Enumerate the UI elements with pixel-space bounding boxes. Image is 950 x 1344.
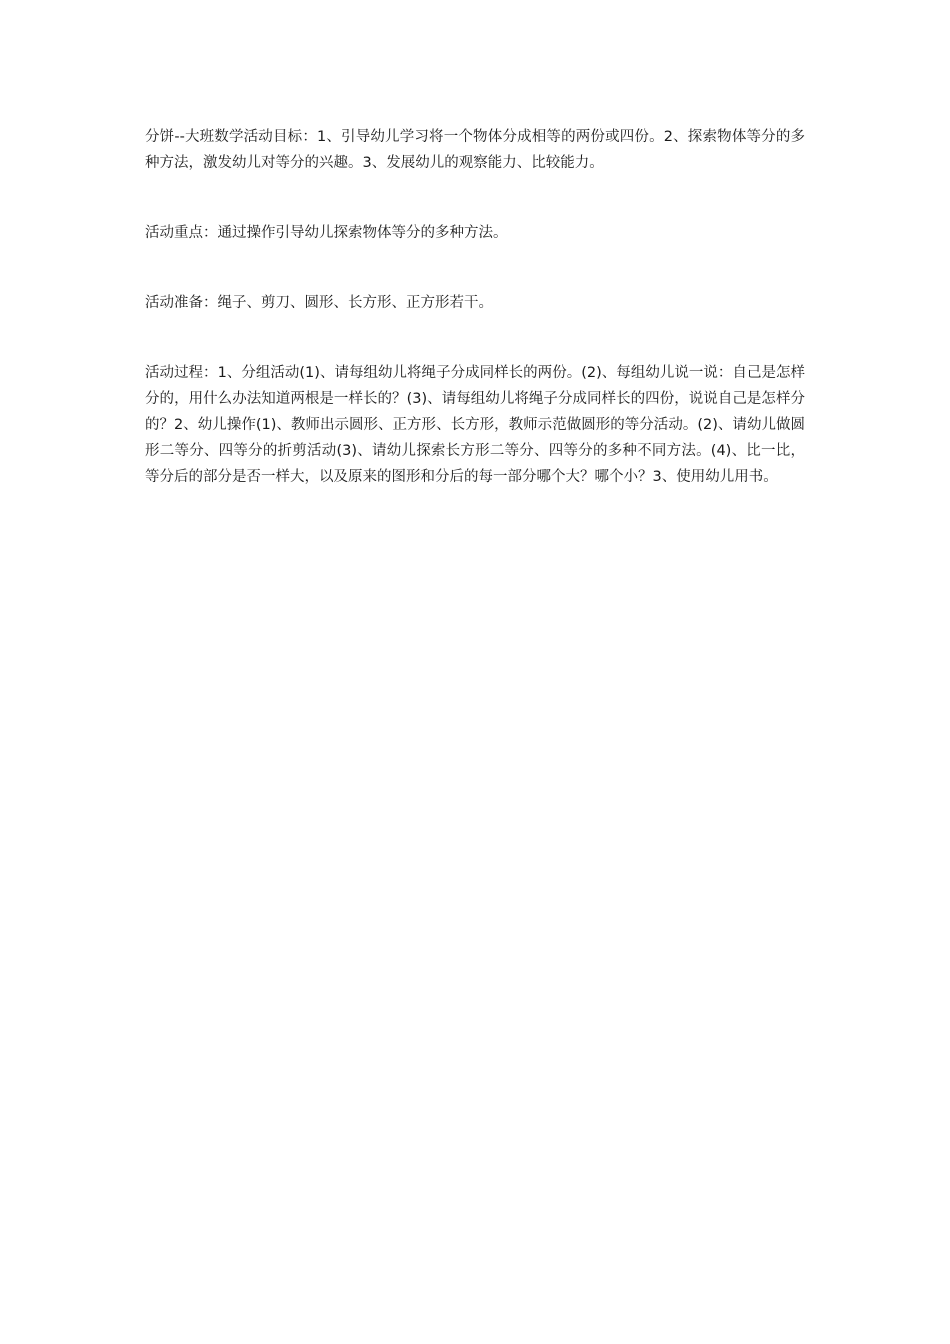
paragraph-process: 活动过程：1、分组活动(1)、请每组幼儿将绳子分成同样长的两份。(2)、每组幼儿说一说：自己是怎样分的，用什么办法知道两根是一样长的？(3)、请每组幼儿将绳子分成同样长的四份，说说自己是怎样分的？2、幼儿操作(1)、教师出示圆形、正方形、长方形，教师示范做圆形的等分活动。(2)、请幼儿做圆形二等分、四等分的折剪活动(3)、请幼儿探索长方形二等分、四等分的多种不同方法。(4)、比一比，等分后的部分是否一样大，以及原来的图形和分后的每一部分哪个大？哪个小？3、使用幼儿用书。 <box>145 365 805 485</box>
paragraph-objectives: 分饼--大班数学活动目标：1、引导幼儿学习将一个物体分成相等的两份或四份。2、探索物体等分的多种方法，激发幼儿对等分的兴趣。3、发展幼儿的观察能力、比较能力。 <box>145 129 805 171</box>
paragraph-spacer <box>145 176 805 220</box>
paragraph-key-point: 活动重点：通过操作引导幼儿探索物体等分的多种方法。 <box>145 225 508 241</box>
document-body <box>145 124 805 490</box>
paragraph-spacer <box>145 316 805 360</box>
paragraph-preparation: 活动准备：绳子、剪刀、圆形、长方形、正方形若干。 <box>145 295 493 311</box>
paragraph-spacer <box>145 246 805 290</box>
